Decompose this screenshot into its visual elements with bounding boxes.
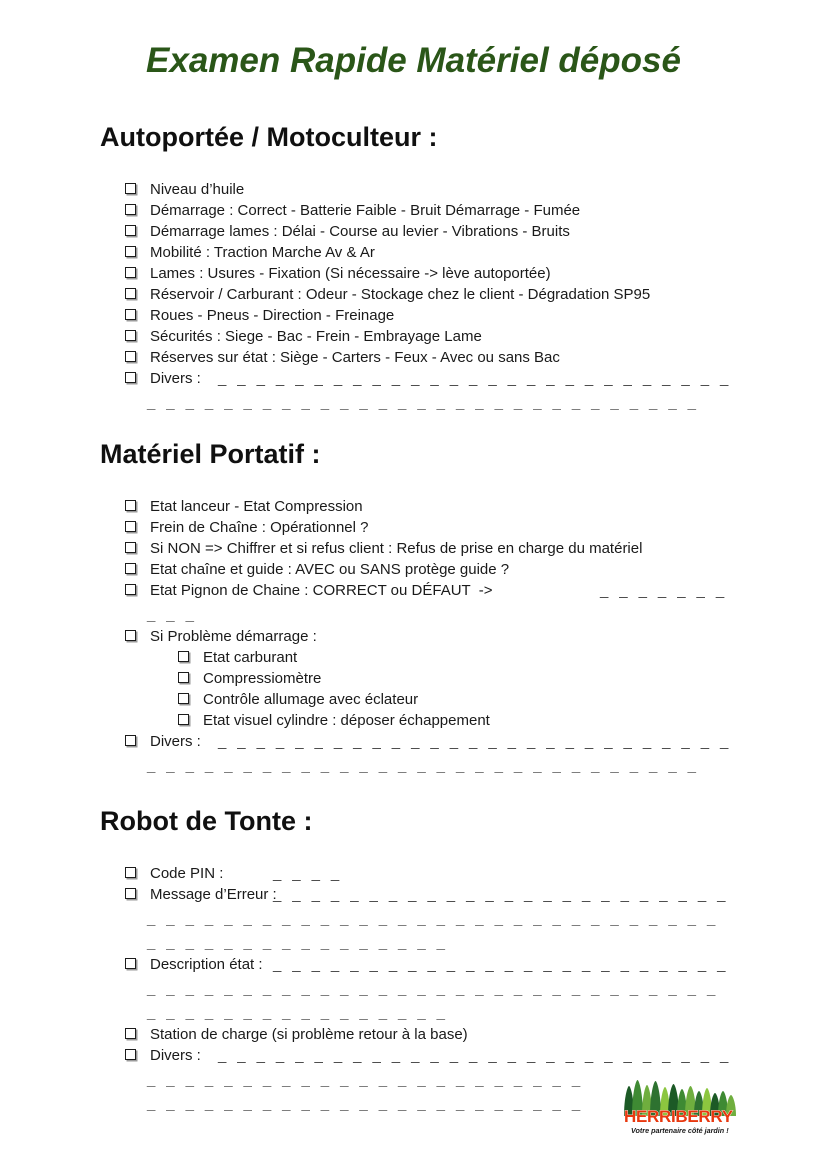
checkbox-icon — [178, 672, 189, 683]
checklist-item-label: Message d’Erreur : — [150, 886, 277, 903]
checklist-item — [0, 559, 827, 580]
checklist-item — [0, 731, 827, 752]
checklist-item-label: Etat Pignon de Chaine : CORRECT ou DÉFAUT -> — [150, 582, 493, 599]
checklist-item-label: Frein de Chaîne : Opérationnel ? — [150, 519, 369, 536]
checklist-item-label: Sécurités : Siege - Bac - Frein - Embrayage Lame — [150, 328, 482, 345]
checklist-item-label: Description état : — [150, 956, 263, 973]
checklist-item — [0, 263, 827, 284]
section-heading: Robot de Tonte : — [100, 806, 313, 836]
checklist-item-label: Divers : — [150, 370, 201, 387]
section-heading: Autoportée / Motoculteur : — [100, 122, 438, 152]
checkbox-icon — [125, 584, 136, 595]
checklist-item — [0, 1045, 827, 1066]
checklist-item — [0, 863, 827, 884]
checklist-item-label: Si NON => Chiffrer et si refus client : Refus de prise en charge du matériel — [150, 540, 643, 557]
checkbox-icon — [125, 630, 136, 641]
checklist-item-label: Divers : — [150, 733, 201, 750]
checklist-item-label: Etat lanceur - Etat Compression — [150, 498, 363, 515]
checkbox-icon — [125, 1049, 136, 1060]
fill-in-blank: _ _ _ _ _ _ _ _ _ _ _ _ _ _ _ _ _ _ _ _ _ _ _ _ _ _ _ — [218, 1047, 732, 1064]
checklist-item — [0, 326, 827, 347]
fill-in-blank: _ _ _ _ _ _ _ _ _ _ _ _ _ _ _ _ _ _ _ _ _ _ _ _ _ _ _ _ _ — [147, 757, 700, 774]
checkbox-icon — [125, 351, 136, 362]
fill-in-blank-row — [0, 932, 827, 953]
checkbox-icon — [125, 204, 136, 215]
document-title: Examen Rapide Matériel déposé — [146, 41, 681, 80]
checkbox-icon — [125, 330, 136, 341]
checklist-item — [0, 580, 827, 601]
checkbox-icon — [125, 183, 136, 194]
section-2 — [0, 439, 827, 776]
fill-in-blank-row — [0, 604, 827, 625]
checklist-item — [0, 305, 827, 326]
checklist-item-label: Niveau d’huile — [150, 181, 245, 198]
section-lines — [0, 863, 827, 1114]
section-lines — [0, 496, 827, 776]
checkbox-icon — [125, 521, 136, 532]
checkbox-icon — [125, 225, 136, 236]
checkbox-icon — [178, 714, 189, 725]
fill-in-blank: _ _ _ _ _ _ _ — [600, 582, 728, 599]
checklist-sections — [0, 122, 827, 1114]
checklist-item-label: Etat chaîne et guide : AVEC ou SANS protège guide ? — [150, 561, 510, 578]
checklist-item — [0, 242, 827, 263]
checklist-item — [0, 884, 827, 905]
checklist-item — [0, 368, 827, 389]
fill-in-blank-row — [0, 392, 827, 413]
checklist-item — [0, 668, 827, 689]
checklist-item-label: Démarrage lames : Délai - Course au levier - Vibrations - Bruits — [150, 223, 570, 240]
checklist-item — [0, 647, 827, 668]
section-1 — [0, 122, 827, 413]
checklist-item-label: Roues - Pneus - Direction - Freinage — [150, 307, 395, 324]
checklist-item — [0, 954, 827, 975]
section-heading: Matériel Portatif : — [100, 439, 321, 469]
checklist-item-label: Réserves sur état : Siège - Carters - Feux - Avec ou sans Bac — [150, 349, 560, 366]
checklist-item — [0, 179, 827, 200]
fill-in-blank: _ _ _ _ _ _ _ _ _ _ _ _ _ _ _ _ _ _ _ _ _ _ _ _ _ _ _ _ _ _ — [147, 910, 719, 927]
checklist-item-label: Si Problème démarrage : — [150, 628, 317, 645]
checklist-item — [0, 626, 827, 647]
checkbox-icon — [125, 888, 136, 899]
fill-in-blank: _ _ _ _ _ _ _ _ _ _ _ _ _ _ _ _ — [147, 934, 449, 951]
checklist-item-label: Divers : — [150, 1047, 201, 1064]
checklist-item — [0, 538, 827, 559]
checkbox-icon — [125, 246, 136, 257]
checklist-item-label: Contrôle allumage avec éclateur — [203, 691, 419, 708]
checkbox-icon — [125, 563, 136, 574]
checklist-item — [0, 221, 827, 242]
checklist-item — [0, 517, 827, 538]
company-logo — [623, 1078, 763, 1140]
checkbox-icon — [125, 372, 136, 383]
fill-in-blank: _ _ _ _ _ _ _ _ _ _ _ _ _ _ _ _ _ _ _ _ _ _ _ _ _ _ _ _ _ — [147, 394, 700, 411]
checkbox-icon — [125, 542, 136, 553]
fill-in-blank: _ _ _ _ _ _ _ _ _ _ _ _ _ _ _ _ _ _ _ _ _ _ _ _ _ _ _ — [218, 370, 732, 387]
checklist-item — [0, 347, 827, 368]
checklist-item-label: Compressiomètre — [203, 670, 322, 687]
checklist-item — [0, 284, 827, 305]
logo-graphic — [623, 1078, 763, 1140]
checkbox-icon — [178, 693, 189, 704]
fill-in-blank: _ _ _ _ — [273, 865, 343, 882]
fill-in-blank: _ _ _ _ _ _ _ _ _ _ _ _ _ _ _ _ _ _ _ _ _ _ _ _ _ _ _ _ _ _ — [147, 980, 719, 997]
checklist-item — [0, 710, 827, 731]
checklist-item-label: Démarrage : Correct - Batterie Faible - Bruit Démarrage - Fumée — [150, 202, 581, 219]
fill-in-blank: _ _ _ _ _ _ _ _ _ _ _ _ _ _ _ _ _ _ _ _ _ _ _ _ — [273, 956, 729, 973]
checklist-item — [0, 1024, 827, 1045]
checklist-item-label: Etat carburant — [203, 649, 298, 666]
checklist-item-label: Réservoir / Carburant : Odeur - Stockage chez le client - Dégradation SP95 — [150, 286, 651, 303]
checkbox-icon — [125, 735, 136, 746]
checklist-item-label: Code PIN : — [150, 865, 224, 882]
checklist-item — [0, 200, 827, 221]
checklist-item-label: Etat visuel cylindre : déposer échappement — [203, 712, 490, 729]
fill-in-blank-row — [0, 755, 827, 776]
fill-in-blank: _ _ _ _ _ _ _ _ _ _ _ _ _ _ _ _ _ _ _ _ _ _ _ _ _ _ _ — [218, 733, 732, 750]
checkbox-icon — [125, 288, 136, 299]
checkbox-icon — [125, 309, 136, 320]
fill-in-blank-row — [0, 1002, 827, 1023]
checklist-item — [0, 496, 827, 517]
checklist-item — [0, 689, 827, 710]
fill-in-blank-row — [0, 908, 827, 929]
checklist-item-label: Lames : Usures - Fixation (Si nécessaire -> lève autoportée) — [150, 265, 551, 282]
checkbox-icon — [125, 1028, 136, 1039]
checkbox-icon — [178, 651, 189, 662]
fill-in-blank: _ _ _ _ _ _ _ _ _ _ _ _ _ _ _ _ _ _ _ _ _ _ _ _ — [273, 886, 729, 903]
checkbox-icon — [125, 958, 136, 969]
checkbox-icon — [125, 867, 136, 878]
section-lines — [0, 179, 827, 413]
fill-in-blank: _ _ _ _ _ _ _ _ _ _ _ _ _ _ _ _ _ _ _ _ _ _ _ — [147, 1071, 584, 1088]
fill-in-blank: _ _ _ — [147, 606, 198, 623]
logo-tagline-text: Votre partenaire côté jardin ! — [631, 1126, 729, 1135]
fill-in-blank-row — [0, 978, 827, 999]
fill-in-blank: _ _ _ _ _ _ _ _ _ _ _ _ _ _ _ _ — [147, 1004, 449, 1021]
checklist-item-label: Mobilité : Traction Marche Av & Ar — [150, 244, 375, 261]
checkbox-icon — [125, 267, 136, 278]
checkbox-icon — [125, 500, 136, 511]
section-3 — [0, 806, 827, 1114]
logo-brand-text: HERRIBERRY — [624, 1107, 733, 1126]
fill-in-blank: _ _ _ _ _ _ _ _ _ _ _ _ _ _ _ _ _ _ _ _ _ _ _ — [147, 1095, 584, 1112]
checklist-item-label: Station de charge (si problème retour à la base) — [150, 1026, 468, 1043]
